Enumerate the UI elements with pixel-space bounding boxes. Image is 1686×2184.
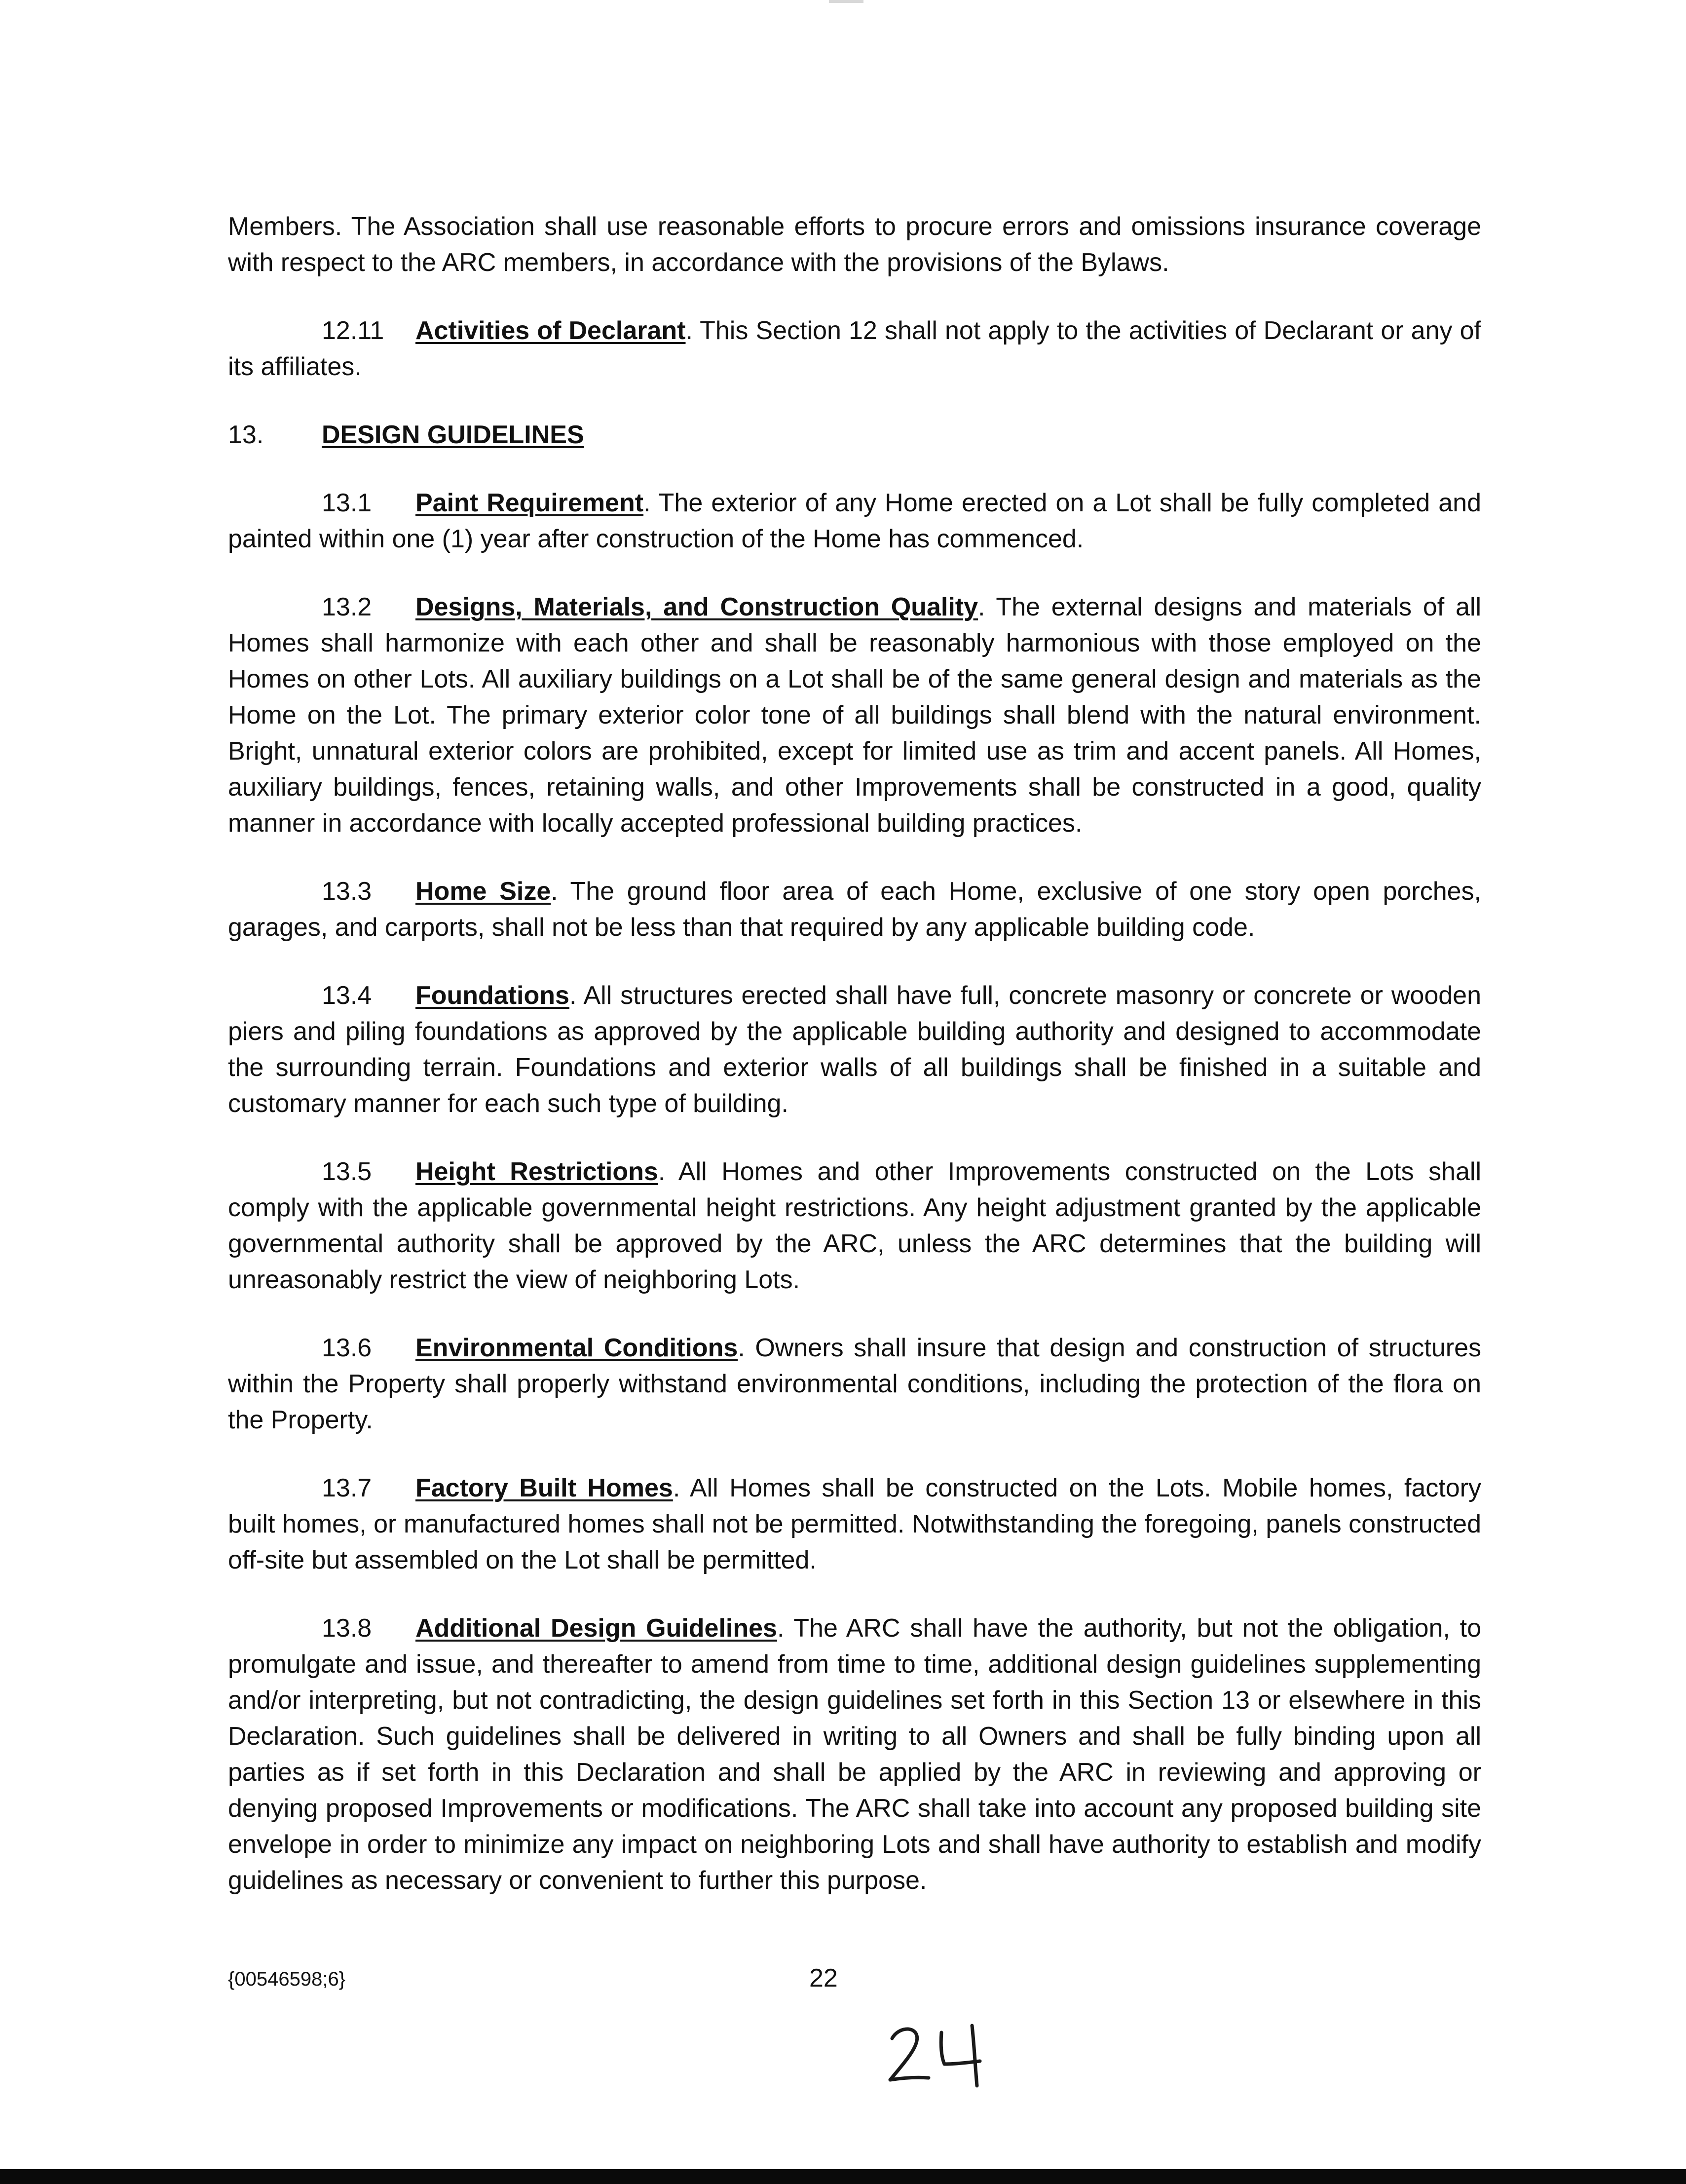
section-title: Additional Design Guidelines: [415, 1614, 777, 1643]
section-number: 13.5: [322, 1157, 372, 1186]
scan-smudge: [829, 0, 863, 3]
section-body: . The external designs and materials of all Homes shall harmonize with each other and shall be reasonably harmonious with those employed on the Homes on other Lots. All auxiliary buildings on a Lot shall be of the same general design and materials as the Home on the Lot. The primary exterior color tone of all buildings shall blend with the natural environment. Bright, unnatural exterior colors are prohibited, except for limited use as trim and accent panels. All Homes, auxiliary buildings, fences, retaining walls, and other Improvements shall be constructed in a good, quality manner in accordance with locally accepted professional building practices.: [228, 593, 1481, 838]
section-number: 13.2: [322, 593, 372, 621]
section-number: 12.11: [322, 316, 384, 345]
section-body: . The exterior of any Home erected on a Lot shall be fully completed and painted within one (1) year after construction of the Home has commenced.: [228, 489, 1482, 553]
section-body: . All Homes shall be constructed on the Lots. Mobile homes, factory built homes, or manufactured homes shall not be permitted. Notwithstanding the foregoing, panels constructed off-site but assembled on the Lot shall be permitted.: [228, 1474, 1481, 1574]
section-body: . The ARC shall have the authority, but not the obligation, to promulgate and issue, and thereafter to amend from time to time, additional design guidelines supplementing and/or interpreting, but not contradicting, the design guidelines set forth in this Section 13 or elsewhere in this Declaration. Such guidelines shall be delivered in writing to all Owners and shall be fully binding upon all parties as if set forth in this Declaration and shall be applied by the ARC in reviewing and approving or denying proposed Improvements or modifications. The ARC shall take into account any proposed building site envelope in order to minimize any impact on neighboring Lots and shall have authority to establish and modify guidelines as necessary or convenient to further this purpose.: [228, 1614, 1481, 1895]
section-13-5: [228, 1154, 1481, 1298]
section-number: 13.8: [322, 1614, 372, 1643]
section-body: . All Homes and other Improvements constructed on the Lots shall comply with the applicable governmental height restrictions. Any height adjustment granted by the applicable governmental authority shall be approved by the ARC, unless the ARC determines that the building will unreasonably restrict the view of neighboring Lots.: [228, 1157, 1481, 1294]
section-title: Activities of Declarant: [415, 316, 686, 345]
section-13-heading: [228, 417, 1481, 453]
section-number: 13.1: [322, 489, 372, 517]
section-number: 13.7: [322, 1474, 372, 1502]
section-13-8: [228, 1610, 1481, 1899]
document-body: [228, 209, 1481, 1931]
section-13-3: [228, 874, 1481, 946]
section-13-6: [228, 1330, 1481, 1438]
section-13-7: [228, 1470, 1481, 1578]
section-body: . Owners shall insure that design and construction of structures within the Property shall properly withstand environmental conditions, including the protection of the flora on the Property.: [228, 1334, 1481, 1434]
section-body: . This Section 12 shall not apply to the activities of Declarant or any of its affiliates.: [228, 316, 1481, 381]
section-title: Foundations: [415, 981, 569, 1010]
section-title: Home Size: [415, 877, 551, 906]
handwritten-page-number: [883, 2019, 1012, 2088]
section-13-4: [228, 978, 1481, 1122]
section-title: Designs, Materials, and Construction Quality: [415, 593, 978, 621]
page-number: 22: [809, 1964, 838, 1992]
section-title: DESIGN GUIDELINES: [322, 421, 584, 449]
section-12-11: [228, 313, 1481, 385]
document-id: {00546598;6}: [228, 1968, 346, 1990]
section-number: 13.6: [322, 1334, 372, 1362]
scan-bottom-edge: [0, 2169, 1686, 2184]
section-title: Paint Requirement: [415, 489, 644, 517]
section-title: Height Restrictions: [415, 1157, 658, 1186]
section-title: Factory Built Homes: [415, 1474, 673, 1502]
paragraph-intro: Members. The Association shall use reasonable efforts to procure errors and omissions insurance coverage with respect to the ARC members, in accordance with the provisions of the Bylaws.: [228, 212, 1481, 277]
section-body: . All structures erected shall have full, concrete masonry or concrete or wooden piers and piling foundations as approved by the applicable building authority and designed to accommodate the surrounding terrain. Foundations and exterior walls of all buildings shall be finished in a suitable and customary manner for each such type of building.: [228, 981, 1481, 1118]
section-13-2: [228, 589, 1481, 842]
section-number: 13.: [228, 421, 264, 449]
section-13-1: [228, 485, 1481, 557]
section-number: 13.4: [322, 981, 372, 1010]
section-number: 13.3: [322, 877, 372, 906]
section-body: . The ground floor area of each Home, exclusive of one story open porches, garages, and carports, shall not be less than that required by any applicable building code.: [228, 877, 1481, 942]
section-title: Environmental Conditions: [415, 1334, 738, 1362]
